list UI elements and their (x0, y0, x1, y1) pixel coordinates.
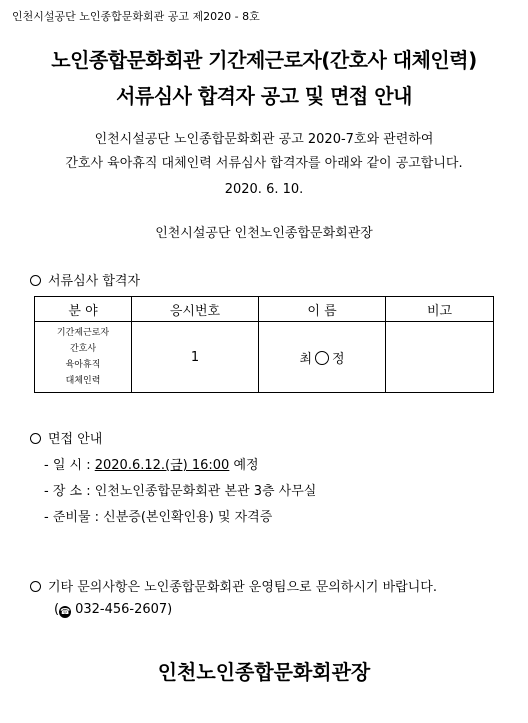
section-passed-applicants (30, 270, 140, 289)
phone-line: (☎ 032-456-2607) (54, 602, 173, 617)
announcement-date: 2020. 6. 10. (224, 182, 304, 197)
result-table (34, 296, 494, 393)
interview-date: - 일 시 : 2020.6.12.(금) 16:00 예정 (44, 458, 259, 473)
header-note: 비고 (386, 297, 494, 322)
phone-icon: ☎ (60, 607, 71, 616)
section-title: 면접 안내 (48, 432, 103, 447)
intro-line-2: 간호사 육아휴직 대체인력 서류심사 합격자를 아래와 같이 공고합니다. (65, 156, 463, 171)
title-line-1: 노인종합문화회관 기간제근로자(간호사 대체인력) (51, 48, 477, 72)
header-field: 분 야 (35, 297, 132, 322)
phone-number: 032-456-2607) (75, 602, 173, 617)
cell-name: 최 정 (259, 322, 386, 393)
header-name: 이 름 (259, 297, 386, 322)
table-header-row (35, 297, 494, 322)
intro-line-1: 인천시설공단 노인종합문화회관 공고 2020-7호와 관련하여 (94, 132, 434, 147)
circle-bullet-icon (30, 275, 41, 286)
cell-note (386, 322, 494, 393)
interview-items: - 준비물 : 신분증(본인확인용) 및 자격증 (44, 510, 273, 525)
interview-place: - 장 소 : 인천노인종합문화회관 본관 3층 사무실 (44, 484, 317, 499)
table-row (35, 322, 494, 393)
masked-name-circle-icon (315, 351, 329, 365)
cell-number: 1 (132, 322, 259, 393)
cell-category: 기간제근로자 간호사 육아휴직 대체인력 (35, 322, 132, 393)
header-number: 응시번호 (132, 297, 259, 322)
section-inquiry (30, 576, 437, 595)
section-title: 서류심사 합격자 (48, 274, 141, 289)
issuing-organization: 인천시설공단 인천노인종합문화회관장 (155, 226, 373, 241)
inquiry-text: 기타 문의사항은 노인종합문화회관 운영팀으로 문의하시기 바랍니다. (48, 580, 437, 595)
announcement-number: 인천시설공단 노인종합문화회관 공고 제2020 - 8호 (12, 10, 260, 23)
title-line-2: 서류심사 합격자 공고 및 면접 안내 (116, 84, 412, 108)
section-interview (30, 428, 102, 447)
footer-signature: 인천노인종합문화회관장 (157, 660, 371, 684)
circle-bullet-icon (30, 581, 41, 592)
circle-bullet-icon (30, 433, 41, 444)
